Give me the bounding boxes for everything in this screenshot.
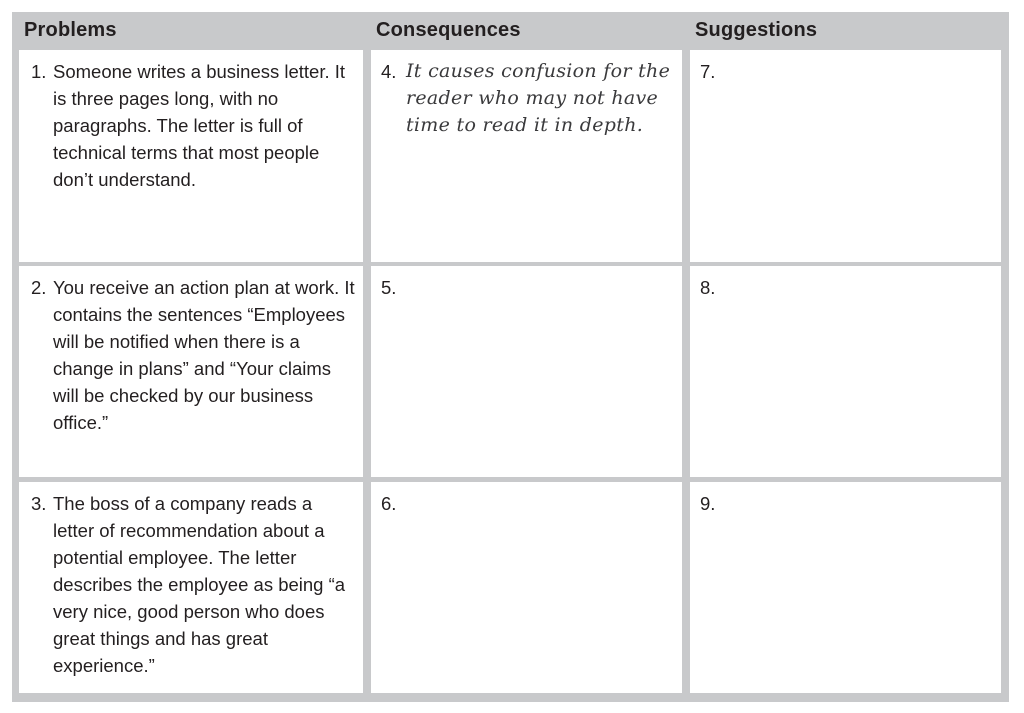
consequence-cell-6[interactable] — [371, 482, 682, 693]
suggestion-cell-9[interactable] — [690, 482, 1001, 693]
worksheet-table — [12, 12, 1009, 702]
header-suggestions: Suggestions — [695, 19, 818, 41]
problem-cell-3 — [19, 482, 363, 693]
consequence-number: 6. — [381, 493, 397, 514]
suggestion-number: 7. — [700, 61, 716, 82]
problem-text: The boss of a company reads a letter of recommendation about a potential employee. The letter describes the employee as being “a very nice, good person who does great things and has great experience.” — [53, 493, 346, 676]
problem-number: 3. — [31, 493, 47, 514]
problem-text: You receive an action plan at work. It contains the sentences “Employees will be notified when there is a change in plans” and “Your claims will be checked by our business office.” — [53, 277, 355, 433]
consequence-cell-5[interactable] — [371, 266, 682, 477]
consequence-number: 5. — [381, 277, 397, 298]
problem-number: 1. — [31, 61, 47, 82]
consequence-number: 4. — [381, 61, 397, 82]
consequence-cell-4[interactable] — [371, 50, 682, 262]
header-consequences: Consequences — [376, 19, 521, 41]
suggestion-cell-7[interactable] — [690, 50, 1001, 262]
handwritten-answer: It causes confusion for the reader who may not have time to read it in depth. — [406, 60, 671, 136]
problem-cell-2 — [19, 266, 363, 477]
suggestion-number: 9. — [700, 493, 716, 514]
suggestion-number: 8. — [700, 277, 716, 298]
problem-text: Someone writes a business letter. It is three pages long, with no paragraphs. The letter is full of technical terms that most people don’t understand. — [53, 61, 346, 190]
suggestion-cell-8[interactable] — [690, 266, 1001, 477]
header-problems: Problems — [24, 19, 117, 41]
problem-cell-1 — [19, 50, 363, 262]
problem-number: 2. — [31, 277, 47, 298]
